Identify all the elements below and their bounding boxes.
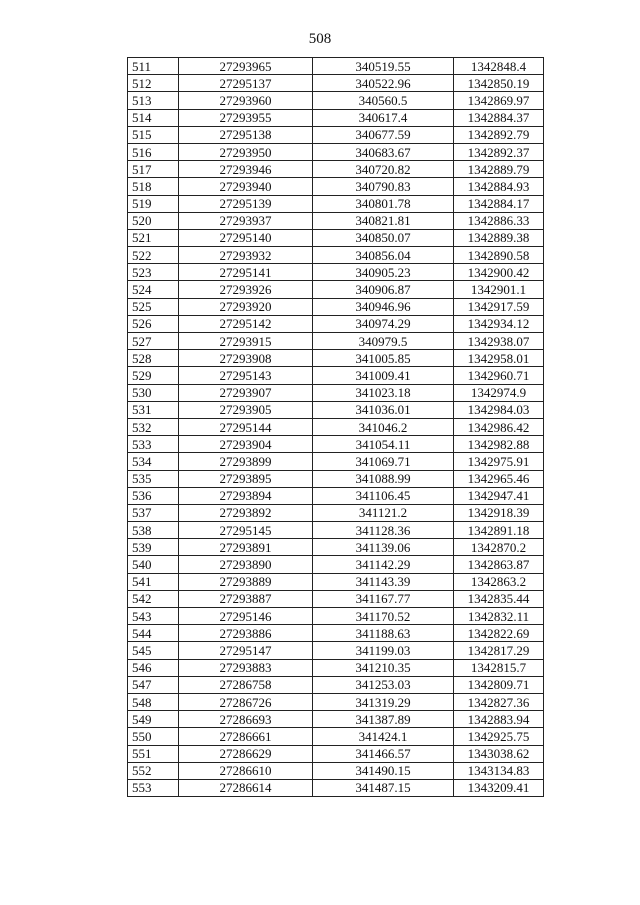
row-number-cell: 535 [128, 470, 179, 487]
x-coordinate-cell: 341054.11 [313, 436, 454, 453]
table-row [128, 350, 544, 367]
x-coordinate-cell: 341253.03 [313, 676, 454, 693]
x-coordinate-cell: 341143.39 [313, 573, 454, 590]
x-coordinate-cell: 340519.55 [313, 58, 454, 75]
y-coordinate-cell: 1342884.37 [454, 109, 544, 126]
y-coordinate-cell: 1342918.39 [454, 504, 544, 521]
table-row [128, 436, 544, 453]
y-coordinate-cell: 1342947.41 [454, 487, 544, 504]
table-row [128, 522, 544, 539]
table-row [128, 556, 544, 573]
table-row [128, 608, 544, 625]
y-coordinate-cell: 1342832.11 [454, 608, 544, 625]
row-number-cell: 524 [128, 281, 179, 298]
row-number-cell: 521 [128, 229, 179, 246]
table-row [128, 58, 544, 75]
y-coordinate-cell: 1342958.01 [454, 350, 544, 367]
point-code-cell: 27295143 [179, 367, 313, 384]
y-coordinate-cell: 1342822.69 [454, 625, 544, 642]
point-code-cell: 27293950 [179, 143, 313, 160]
x-coordinate-cell: 340522.96 [313, 75, 454, 92]
table-row [128, 161, 544, 178]
y-coordinate-cell: 1342848.4 [454, 58, 544, 75]
x-coordinate-cell: 341121.2 [313, 504, 454, 521]
coordinates-table [127, 57, 544, 797]
table-row [128, 315, 544, 332]
row-number-cell: 551 [128, 745, 179, 762]
point-code-cell: 27295142 [179, 315, 313, 332]
table-row [128, 229, 544, 246]
row-number-cell: 522 [128, 247, 179, 264]
table-row [128, 779, 544, 796]
table-row [128, 384, 544, 401]
row-number-cell: 517 [128, 161, 179, 178]
table-row [128, 178, 544, 195]
x-coordinate-cell: 341487.15 [313, 779, 454, 796]
table-row [128, 126, 544, 143]
y-coordinate-cell: 1342917.59 [454, 298, 544, 315]
row-number-cell: 513 [128, 92, 179, 109]
y-coordinate-cell: 1342869.97 [454, 92, 544, 109]
table-row [128, 573, 544, 590]
x-coordinate-cell: 341142.29 [313, 556, 454, 573]
row-number-cell: 542 [128, 590, 179, 607]
y-coordinate-cell: 1342982.88 [454, 436, 544, 453]
x-coordinate-cell: 341009.41 [313, 367, 454, 384]
point-code-cell: 27295139 [179, 195, 313, 212]
x-coordinate-cell: 340946.96 [313, 298, 454, 315]
y-coordinate-cell: 1342892.37 [454, 143, 544, 160]
table-row [128, 745, 544, 762]
table-row [128, 333, 544, 350]
row-number-cell: 550 [128, 728, 179, 745]
row-number-cell: 541 [128, 573, 179, 590]
y-coordinate-cell: 1342870.2 [454, 539, 544, 556]
point-code-cell: 27293883 [179, 659, 313, 676]
x-coordinate-cell: 340720.82 [313, 161, 454, 178]
x-coordinate-cell: 341167.77 [313, 590, 454, 607]
x-coordinate-cell: 341005.85 [313, 350, 454, 367]
x-coordinate-cell: 340677.59 [313, 126, 454, 143]
table-row [128, 676, 544, 693]
table-row [128, 642, 544, 659]
point-code-cell: 27293908 [179, 350, 313, 367]
row-number-cell: 549 [128, 711, 179, 728]
table-row [128, 470, 544, 487]
y-coordinate-cell: 1342817.29 [454, 642, 544, 659]
table-row [128, 453, 544, 470]
row-number-cell: 537 [128, 504, 179, 521]
row-number-cell: 516 [128, 143, 179, 160]
point-code-cell: 27293891 [179, 539, 313, 556]
table-row [128, 367, 544, 384]
row-number-cell: 520 [128, 212, 179, 229]
point-code-cell: 27293887 [179, 590, 313, 607]
point-code-cell: 27286614 [179, 779, 313, 796]
row-number-cell: 527 [128, 333, 179, 350]
x-coordinate-cell: 341210.35 [313, 659, 454, 676]
table-row [128, 212, 544, 229]
point-code-cell: 27295137 [179, 75, 313, 92]
table-row [128, 75, 544, 92]
y-coordinate-cell: 1342974.9 [454, 384, 544, 401]
point-code-cell: 27295144 [179, 418, 313, 435]
page-number: 508 [308, 31, 332, 47]
y-coordinate-cell: 1343038.62 [454, 745, 544, 762]
point-code-cell: 27293926 [179, 281, 313, 298]
table-row [128, 487, 544, 504]
row-number-cell: 531 [128, 401, 179, 418]
y-coordinate-cell: 1342890.58 [454, 247, 544, 264]
x-coordinate-cell: 341199.03 [313, 642, 454, 659]
x-coordinate-cell: 341046.2 [313, 418, 454, 435]
point-code-cell: 27293905 [179, 401, 313, 418]
y-coordinate-cell: 1342934.12 [454, 315, 544, 332]
y-coordinate-cell: 1342986.42 [454, 418, 544, 435]
point-code-cell: 27286693 [179, 711, 313, 728]
x-coordinate-cell: 341319.29 [313, 693, 454, 710]
point-code-cell: 27295138 [179, 126, 313, 143]
table-row [128, 264, 544, 281]
row-number-cell: 552 [128, 762, 179, 779]
y-coordinate-cell: 1342850.19 [454, 75, 544, 92]
table-row [128, 711, 544, 728]
y-coordinate-cell: 1342883.94 [454, 711, 544, 728]
y-coordinate-cell: 1342809.71 [454, 676, 544, 693]
y-coordinate-cell: 1342835.44 [454, 590, 544, 607]
point-code-cell: 27293890 [179, 556, 313, 573]
point-code-cell: 27286610 [179, 762, 313, 779]
table-row [128, 247, 544, 264]
coordinates-table-container [127, 57, 544, 797]
point-code-cell: 27286726 [179, 693, 313, 710]
row-number-cell: 511 [128, 58, 179, 75]
y-coordinate-cell: 1342984.03 [454, 401, 544, 418]
y-coordinate-cell: 1342827.36 [454, 693, 544, 710]
y-coordinate-cell: 1342901.1 [454, 281, 544, 298]
y-coordinate-cell: 1342965.46 [454, 470, 544, 487]
table-row [128, 401, 544, 418]
y-coordinate-cell: 1342891.18 [454, 522, 544, 539]
point-code-cell: 27295145 [179, 522, 313, 539]
point-code-cell: 27293894 [179, 487, 313, 504]
y-coordinate-cell: 1342884.17 [454, 195, 544, 212]
row-number-cell: 529 [128, 367, 179, 384]
table-row [128, 625, 544, 642]
row-number-cell: 547 [128, 676, 179, 693]
row-number-cell: 538 [128, 522, 179, 539]
row-number-cell: 525 [128, 298, 179, 315]
row-number-cell: 553 [128, 779, 179, 796]
y-coordinate-cell: 1342886.33 [454, 212, 544, 229]
point-code-cell: 27293965 [179, 58, 313, 75]
row-number-cell: 545 [128, 642, 179, 659]
x-coordinate-cell: 340617.4 [313, 109, 454, 126]
row-number-cell: 544 [128, 625, 179, 642]
point-code-cell: 27293904 [179, 436, 313, 453]
x-coordinate-cell: 340560.5 [313, 92, 454, 109]
point-code-cell: 27293915 [179, 333, 313, 350]
x-coordinate-cell: 340821.81 [313, 212, 454, 229]
x-coordinate-cell: 341170.52 [313, 608, 454, 625]
point-code-cell: 27295140 [179, 229, 313, 246]
x-coordinate-cell: 341466.57 [313, 745, 454, 762]
x-coordinate-cell: 341088.99 [313, 470, 454, 487]
x-coordinate-cell: 341036.01 [313, 401, 454, 418]
y-coordinate-cell: 1343209.41 [454, 779, 544, 796]
point-code-cell: 27286758 [179, 676, 313, 693]
point-code-cell: 27293937 [179, 212, 313, 229]
table-row [128, 539, 544, 556]
point-code-cell: 27293892 [179, 504, 313, 521]
row-number-cell: 536 [128, 487, 179, 504]
x-coordinate-cell: 340801.78 [313, 195, 454, 212]
row-number-cell: 528 [128, 350, 179, 367]
point-code-cell: 27293946 [179, 161, 313, 178]
point-code-cell: 27293960 [179, 92, 313, 109]
y-coordinate-cell: 1342975.91 [454, 453, 544, 470]
point-code-cell: 27286629 [179, 745, 313, 762]
table-row [128, 762, 544, 779]
y-coordinate-cell: 1342938.07 [454, 333, 544, 350]
table-row [128, 195, 544, 212]
row-number-cell: 512 [128, 75, 179, 92]
x-coordinate-cell: 341023.18 [313, 384, 454, 401]
y-coordinate-cell: 1342960.71 [454, 367, 544, 384]
point-code-cell: 27293889 [179, 573, 313, 590]
point-code-cell: 27293895 [179, 470, 313, 487]
point-code-cell: 27286661 [179, 728, 313, 745]
point-code-cell: 27293932 [179, 247, 313, 264]
point-code-cell: 27293899 [179, 453, 313, 470]
table-row [128, 109, 544, 126]
row-number-cell: 518 [128, 178, 179, 195]
y-coordinate-cell: 1342925.75 [454, 728, 544, 745]
table-row [128, 143, 544, 160]
table-row [128, 659, 544, 676]
y-coordinate-cell: 1342815.7 [454, 659, 544, 676]
point-code-cell: 27293886 [179, 625, 313, 642]
table-row [128, 590, 544, 607]
row-number-cell: 530 [128, 384, 179, 401]
point-code-cell: 27293920 [179, 298, 313, 315]
row-number-cell: 534 [128, 453, 179, 470]
table-row [128, 504, 544, 521]
table-row [128, 693, 544, 710]
table-row [128, 728, 544, 745]
table-row [128, 92, 544, 109]
point-code-cell: 27295146 [179, 608, 313, 625]
y-coordinate-cell: 1342892.79 [454, 126, 544, 143]
row-number-cell: 540 [128, 556, 179, 573]
y-coordinate-cell: 1342863.87 [454, 556, 544, 573]
point-code-cell: 27295147 [179, 642, 313, 659]
x-coordinate-cell: 341188.63 [313, 625, 454, 642]
x-coordinate-cell: 341139.06 [313, 539, 454, 556]
table-row [128, 281, 544, 298]
row-number-cell: 546 [128, 659, 179, 676]
y-coordinate-cell: 1343134.83 [454, 762, 544, 779]
y-coordinate-cell: 1342884.93 [454, 178, 544, 195]
row-number-cell: 543 [128, 608, 179, 625]
x-coordinate-cell: 341106.45 [313, 487, 454, 504]
x-coordinate-cell: 341387.89 [313, 711, 454, 728]
y-coordinate-cell: 1342900.42 [454, 264, 544, 281]
row-number-cell: 532 [128, 418, 179, 435]
row-number-cell: 548 [128, 693, 179, 710]
point-code-cell: 27293940 [179, 178, 313, 195]
x-coordinate-cell: 341128.36 [313, 522, 454, 539]
row-number-cell: 514 [128, 109, 179, 126]
table-row [128, 418, 544, 435]
x-coordinate-cell: 340974.29 [313, 315, 454, 332]
row-number-cell: 533 [128, 436, 179, 453]
x-coordinate-cell: 340850.07 [313, 229, 454, 246]
x-coordinate-cell: 340979.5 [313, 333, 454, 350]
point-code-cell: 27295141 [179, 264, 313, 281]
y-coordinate-cell: 1342889.38 [454, 229, 544, 246]
x-coordinate-cell: 340905.23 [313, 264, 454, 281]
table-body [128, 58, 544, 797]
row-number-cell: 515 [128, 126, 179, 143]
point-code-cell: 27293907 [179, 384, 313, 401]
x-coordinate-cell: 340790.83 [313, 178, 454, 195]
row-number-cell: 526 [128, 315, 179, 332]
table-row [128, 298, 544, 315]
point-code-cell: 27293955 [179, 109, 313, 126]
y-coordinate-cell: 1342863.2 [454, 573, 544, 590]
x-coordinate-cell: 341069.71 [313, 453, 454, 470]
row-number-cell: 523 [128, 264, 179, 281]
x-coordinate-cell: 340683.67 [313, 143, 454, 160]
x-coordinate-cell: 341490.15 [313, 762, 454, 779]
y-coordinate-cell: 1342889.79 [454, 161, 544, 178]
row-number-cell: 539 [128, 539, 179, 556]
x-coordinate-cell: 340906.87 [313, 281, 454, 298]
x-coordinate-cell: 340856.04 [313, 247, 454, 264]
row-number-cell: 519 [128, 195, 179, 212]
x-coordinate-cell: 341424.1 [313, 728, 454, 745]
